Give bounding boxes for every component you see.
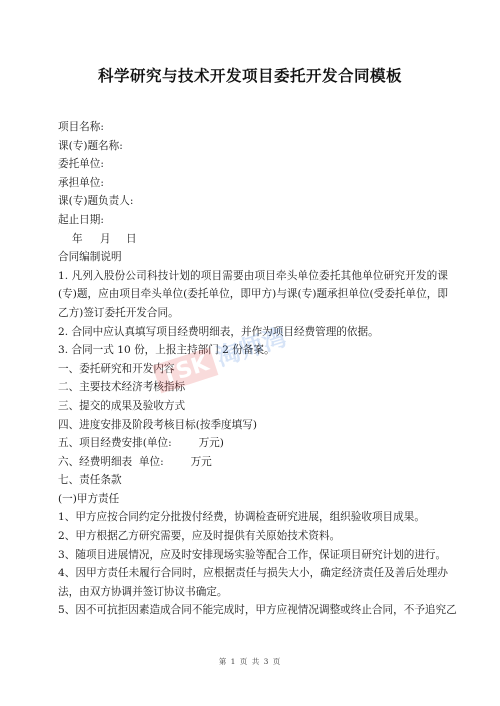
clause-item: 3、随项目进展情况，应及时安排现场实验等配合工作，保证项目研究计划的进行。 bbox=[58, 548, 447, 561]
section-heading: 三、提交的成果及验收方式 bbox=[58, 399, 186, 412]
notes-heading: 合同编制说明 bbox=[58, 251, 122, 264]
section-heading: 六、经费明细表 单位: 万元 bbox=[58, 455, 212, 468]
subsection-heading: (一)甲方责任 bbox=[58, 492, 120, 505]
date-placeholder bbox=[58, 230, 448, 249]
clause-item: 4、因甲方责任未履行合同时，应根据责任与损失大小，确定经济责任及善后处理办法，由双方协调并签订协议书确定。 bbox=[58, 567, 448, 598]
document-body bbox=[58, 118, 457, 620]
date-year-label: 年 bbox=[72, 232, 83, 245]
clause-item: 5、因不可抗拒因素造成合同不能完成时，甲方应视情况调整或终止合同，不予追究乙 bbox=[58, 604, 457, 617]
page-footer: 第 1 页 共 3 页 bbox=[218, 657, 282, 666]
section-heading: 七、责任条款 bbox=[58, 474, 122, 487]
clause-item: 1、甲方应按合同约定分批拨付经费，协调检查研究进展，组织验收项目成果。 bbox=[58, 511, 425, 524]
section-heading: 四、进度安排及阶段考核目标(按季度填写) bbox=[58, 418, 257, 431]
field-client: 委托单位: bbox=[58, 158, 104, 171]
note-item: 1. 凡列入股份公司科技计划的项目需要由项目牵头单位委托其他单位研究开发的课(专)题，应由项目牵头单位(委托单位，即甲方)与课(专)题承担单位(受委托单位，即乙方)签订委托开发合同。 bbox=[58, 269, 448, 319]
note-item: 3. 合同一式 10 份，上报主持部门 2 份备案。 bbox=[58, 344, 275, 357]
section-heading: 一、委托研究和开发内容 bbox=[58, 362, 175, 375]
date-day-label: 日 bbox=[126, 232, 137, 245]
field-topic-name: 课(专)题名称: bbox=[58, 139, 123, 152]
field-contractor: 承担单位: bbox=[58, 176, 104, 189]
note-item: 2. 合同中应认真填写项目经费明细表，并作为项目经费管理的依据。 bbox=[58, 325, 379, 338]
document-title: 科学研究与技术开发项目委托开发合同模板 bbox=[97, 66, 402, 85]
section-heading: 五、项目经费安排(单位: 万元) bbox=[58, 437, 224, 450]
section-heading: 二、主要技术经济考核指标 bbox=[58, 381, 186, 394]
field-project-name: 项目名称: bbox=[58, 121, 104, 133]
field-start-end-date: 起止日期: bbox=[58, 213, 104, 226]
field-topic-leader: 课(专)题负责人: bbox=[58, 195, 134, 208]
date-month-label: 月 bbox=[100, 232, 111, 245]
watermark-box: TSK bbox=[152, 347, 218, 393]
clause-item: 2、甲方根据乙方研究需要，应及时提供有关原始技术资料。 bbox=[58, 530, 341, 543]
watermark-text: 淘师湾 bbox=[212, 322, 290, 372]
